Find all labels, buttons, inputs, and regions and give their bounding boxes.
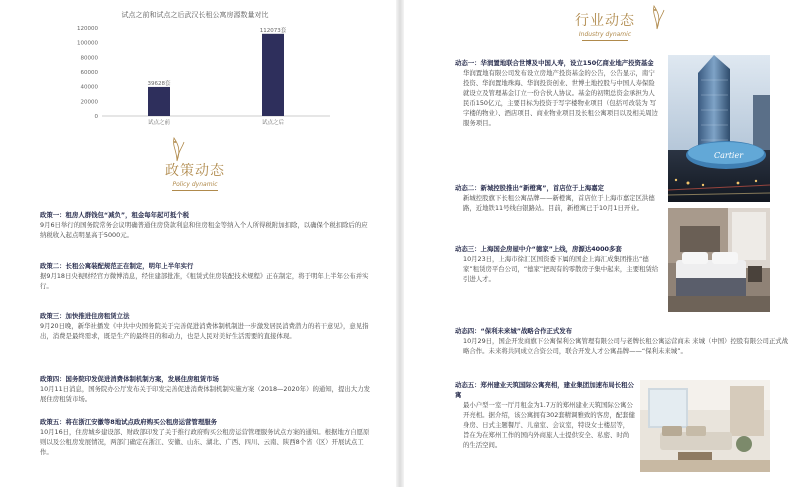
policy-item-1: [40, 210, 370, 240]
chart-title: 试点之前和试点之后武汉长租公寓房源数量对比: [121, 11, 269, 19]
policy-item-3: [40, 311, 370, 341]
policy-item-head: 政策三：加快推进住房租赁立法: [40, 312, 130, 320]
y-tick-label: 0: [94, 114, 98, 120]
policy-item-body: 9月20日晚，新华社播发《中共中央国务院关于完善促进消费体制机制进一步激发居民消费潜力的若干意见》，意见指出，消费是最终需求，既是生产的最终目的和动力，也是人民对美好生活需要的直接体现。: [40, 322, 369, 340]
bar: [148, 87, 170, 116]
industry-item-body: 10月23日，上海市徐汇区国资委下属的国企上海汇成集团推出“德家”租赁房平台公司，“德家”把现有的零散房子集中起来，主要租赁给引进人才。: [463, 255, 659, 283]
industry-item-body: 最小户型一室一厅月租金为1.7万的郑州建业天筑国际公寓公开亮相。据介绍，该公寓拥有302套精调雅致的客房，配套健身房、日式主题餐厅、儿童室、会议室，特设女士楼层等，旨在为在郑州工作的国内外商旅人士提供安全、私密、时尚的生活空间。: [463, 401, 635, 449]
book-spine: [396, 0, 404, 487]
bar: [262, 34, 284, 116]
x-tick-label: 试点之后: [261, 120, 285, 126]
industry-item-head: 动态三：上海国企房屋中介“德家”上线，房源达4000多套: [455, 245, 622, 253]
photo-living-room: [640, 380, 770, 472]
policy-subtitle: Policy dynamic: [172, 181, 218, 188]
industry-underline: [582, 40, 628, 41]
storefront-sign: Cartier: [714, 151, 744, 160]
industry-item-2: [455, 183, 660, 213]
industry-title: 行业动态: [575, 13, 635, 29]
policy-item-body: 10月11日消息，国务院办公厅发布关于印发完善促进消费体制机制实施方案（2018—2020年）的通知，提出大力发展住房租赁市场。: [40, 385, 370, 403]
industry-item-5: [455, 380, 635, 450]
policy-item-head: 政策五：将在浙江安徽等8地试点政府购买公租房运营管理服务: [40, 418, 217, 426]
industry-item-head: 动态五：郑州建业天筑国际公寓亮相，建业集团加速布局长租公寓: [455, 381, 634, 399]
photo-bedroom: [668, 208, 770, 312]
industry-item-head: 动态二：新城控股推出“新橙寓”，首店位于上海嘉定: [455, 184, 604, 192]
industry-item-3: [455, 244, 660, 284]
policy-item-body: 据9月18日央视财经官方微博消息，经住建部批准，《租赁式住房装配技术规程》正在制定，将于明年上半年公布并实行。: [40, 272, 369, 290]
y-tick-label: 40000: [80, 84, 98, 91]
leaf-ornament-icon: [648, 4, 666, 30]
y-tick-label: 100000: [77, 40, 98, 47]
industry-item-body: 10月29日，国企开发商旗下公寓保利公寓管理有限公司与老牌长租公寓运营商未 来城（中国）控股有限公司正式战略合作。未来将共同成立合资公司，联合开发人才公寓品牌——“保利未来城”。: [463, 337, 789, 355]
industry-item-body: 华润置地有限公司发布设立房地产投资基金的公告，公告显示，南宁投资、华润置地珠海、华润投资创业、世博土地控股与中国人寿保险就设立及管理基金订立一份合伙人协议。基金的初期总资金承担为人民币150亿元，主要目标为投资于写字楼物业项目（包括可改装为 写字楼的物业）、酒店项目、商业物业项目及长租公寓项目以及相关周边服务项目。: [463, 69, 658, 127]
policy-item-head: 政策四：国务院印发促进消费体制机制方案，发展住房租赁市场: [40, 375, 219, 383]
industry-item-1: [455, 58, 660, 128]
industry-item-body: 新城控股旗下长租公寓品牌——新橙寓，首店位于上海市嘉定区洪德路，近地铁11号线白银路站。目前，新橙寓已于10月1日开业。: [463, 194, 655, 212]
policy-item-2: [40, 261, 370, 291]
bar-chart: [60, 20, 340, 130]
policy-item-5: [40, 417, 370, 457]
leaf-ornament-icon: [168, 136, 186, 162]
x-tick-label: 试点之前: [147, 120, 171, 126]
policy-underline: [172, 190, 218, 191]
industry-item-head: 动态一：华润置地联合世博及中国人寿，设立150亿商业地产投资基金: [455, 59, 654, 67]
policy-item-head: 政策一：租房人群钱包“减负”，租金每年起可抵个税: [40, 211, 189, 219]
policy-item-body: 9月6日举行的国务院常务会议明确普通住房贷款利息和住房租金等纳入个人所得税附加扣除，以确保个税扣除后的应纳税收入起点明显高于5000元。: [40, 221, 368, 239]
bar-data-label: 112073套: [259, 27, 287, 34]
y-tick-label: 80000: [80, 55, 98, 62]
industry-subtitle: Industry dynamic: [578, 31, 632, 38]
policy-title: 政策动态: [165, 163, 225, 179]
policy-item-head: 政策二：长租公寓装配规范正在制定，明年上半年实行: [40, 262, 194, 270]
industry-heading: [560, 10, 650, 41]
industry-item-4: [455, 326, 790, 356]
industry-item-head: 动态四：“保利未来城”战略合作正式发布: [455, 327, 573, 335]
photo-skyscraper: [668, 55, 770, 202]
policy-heading: [150, 160, 240, 191]
y-tick-label: 120000: [77, 26, 98, 32]
policy-item-4: [40, 374, 370, 404]
policy-item-body: 10月16日，住房城乡建设部、财政部印发了关于推行政府购买公租房运营管理服务试点方案的通知。根据地方自愿原则以及公租房发展情况，两部门确定在浙江、安徽、山东、湖北、广西、四川、云南、陕西8个省（区）开展试点工作。: [40, 428, 370, 456]
bar-data-label: 39628套: [147, 80, 171, 87]
y-tick-label: 20000: [80, 99, 98, 106]
y-tick-label: 60000: [80, 70, 98, 76]
